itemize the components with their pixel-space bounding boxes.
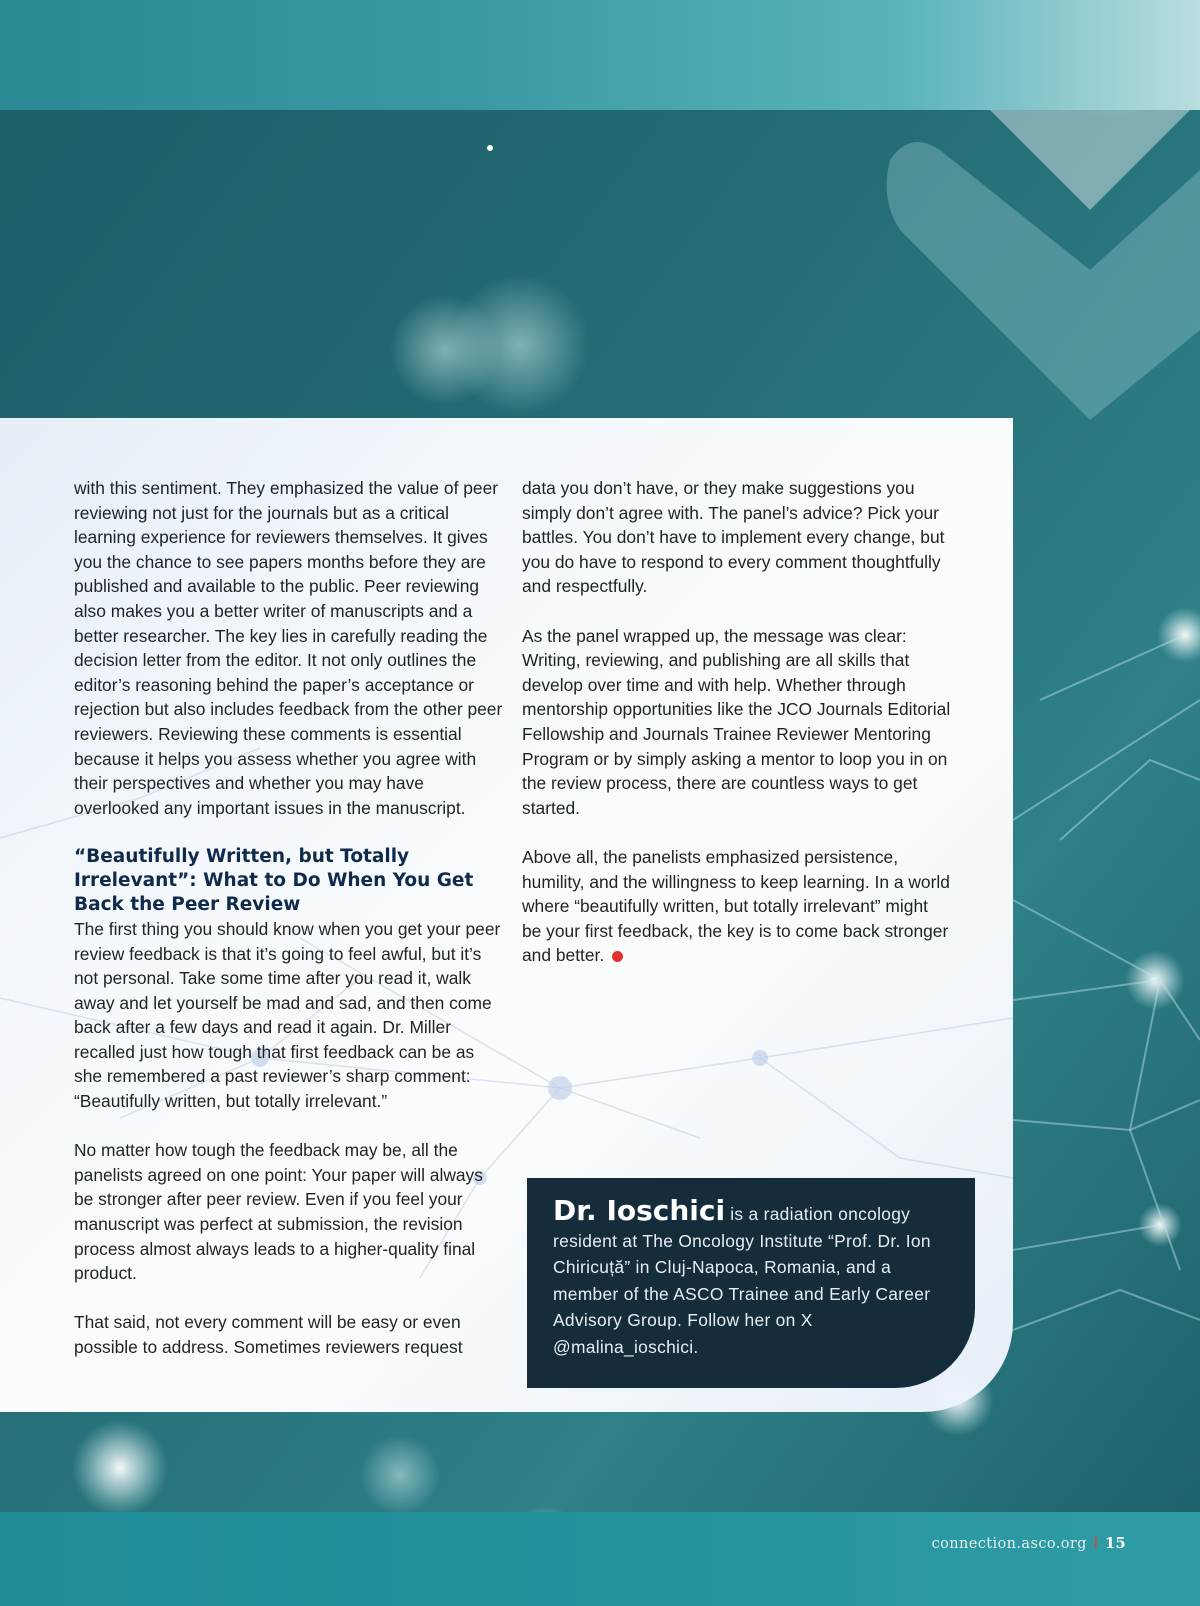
footer-site-link[interactable]: connection.asco.org — [931, 1536, 1087, 1552]
left-paragraph-2: The first thing you should know when you get your peer review feedback is that it’s going to feel awful, but it’s not personal. Take some time after you read it, walk away and let yourself be mad and sad, and then come back after a few days and read it again. Dr. Miller recalled just how tough that first feedback can be as she remembered a past reviewer’s sharp comment: “Beautifully written, but totally irrelevant.” — [74, 918, 501, 1112]
footer-separator: I — [1092, 1536, 1100, 1552]
left-paragraph-4: That said, not every comment will be easy or even possible to address. Sometimes reviewers request — [74, 1312, 463, 1357]
page-footer — [932, 1535, 1126, 1552]
section-subheading: “Beautifully Written, but Totally Irrelevant”: What to Do When You Get Back the Peer Review — [74, 845, 474, 915]
right-paragraph-3-text: Above all, the panelists emphasized persistence, humility, and the willingness to keep learning. In a world where “beautifully written, but totally irrelevant” might be your first feedback, the key is to come back stronger and better. — [522, 846, 950, 966]
author-bio-text: is a radiation oncology resident at The Oncology Institute “Prof. Dr. Ion Chiricuță” in Cluj-Napoca, Romania, and a member of the ASCO Trainee and Early Career Advisory Group. Follow her on X @malina_ioschici. — [553, 1204, 931, 1357]
left-paragraph-3: No matter how tough the feedback may be, all the panelists agreed on one point: Your paper will always be stronger after peer review. Even if you feel your manuscript was perfect at submission, the revision process almost always leads to a higher-quality final product. — [74, 1140, 483, 1284]
right-paragraph-3 — [522, 845, 952, 968]
left-paragraph-1: with this sentiment. They emphasized the value of peer reviewing not just for the journals but as a critical learning experience for reviewers themselves. It gives you the chance to see papers months before they are published and available to the public. Peer reviewing also makes you a better writer of manuscripts and a better researcher. The key lies in carefully reading the decision letter from the editor. It not only outlines the editor’s reasoning behind the paper’s acceptance or rejection but also includes feedback from the other peer reviewers. Reviewing these comments is essential because it helps you assess whether you agree with their perspectives and whether you may have overlooked any important issues in the manuscript. — [74, 478, 503, 818]
right-column — [522, 476, 952, 992]
top-color-band — [0, 0, 1200, 110]
right-paragraph-1: data you don’t have, or they make suggestions you simply don’t agree with. The panel’s advice? Pick your battles. You don’t have to implement every change, but you do have to respond to every comment thoughtfully and respectfully. — [522, 478, 945, 597]
author-bio-box — [527, 1178, 975, 1388]
author-name: Dr. Ioschici — [553, 1194, 726, 1227]
end-of-article-dot-icon — [612, 951, 623, 962]
page-number: 15 — [1105, 1535, 1126, 1552]
right-paragraph-2: As the panel wrapped up, the message was clear: Writing, reviewing, and publishing are all skills that develop over time and with help. Whether through mentorship opportunities like the JCO Journals Editorial Fellowship and Journals Trainee Reviewer Mentoring Program or by simply asking a mentor to loop you in on the review process, there are countless ways to get started. — [522, 625, 951, 818]
left-column — [74, 476, 506, 1384]
bottom-color-band — [0, 1512, 1200, 1606]
